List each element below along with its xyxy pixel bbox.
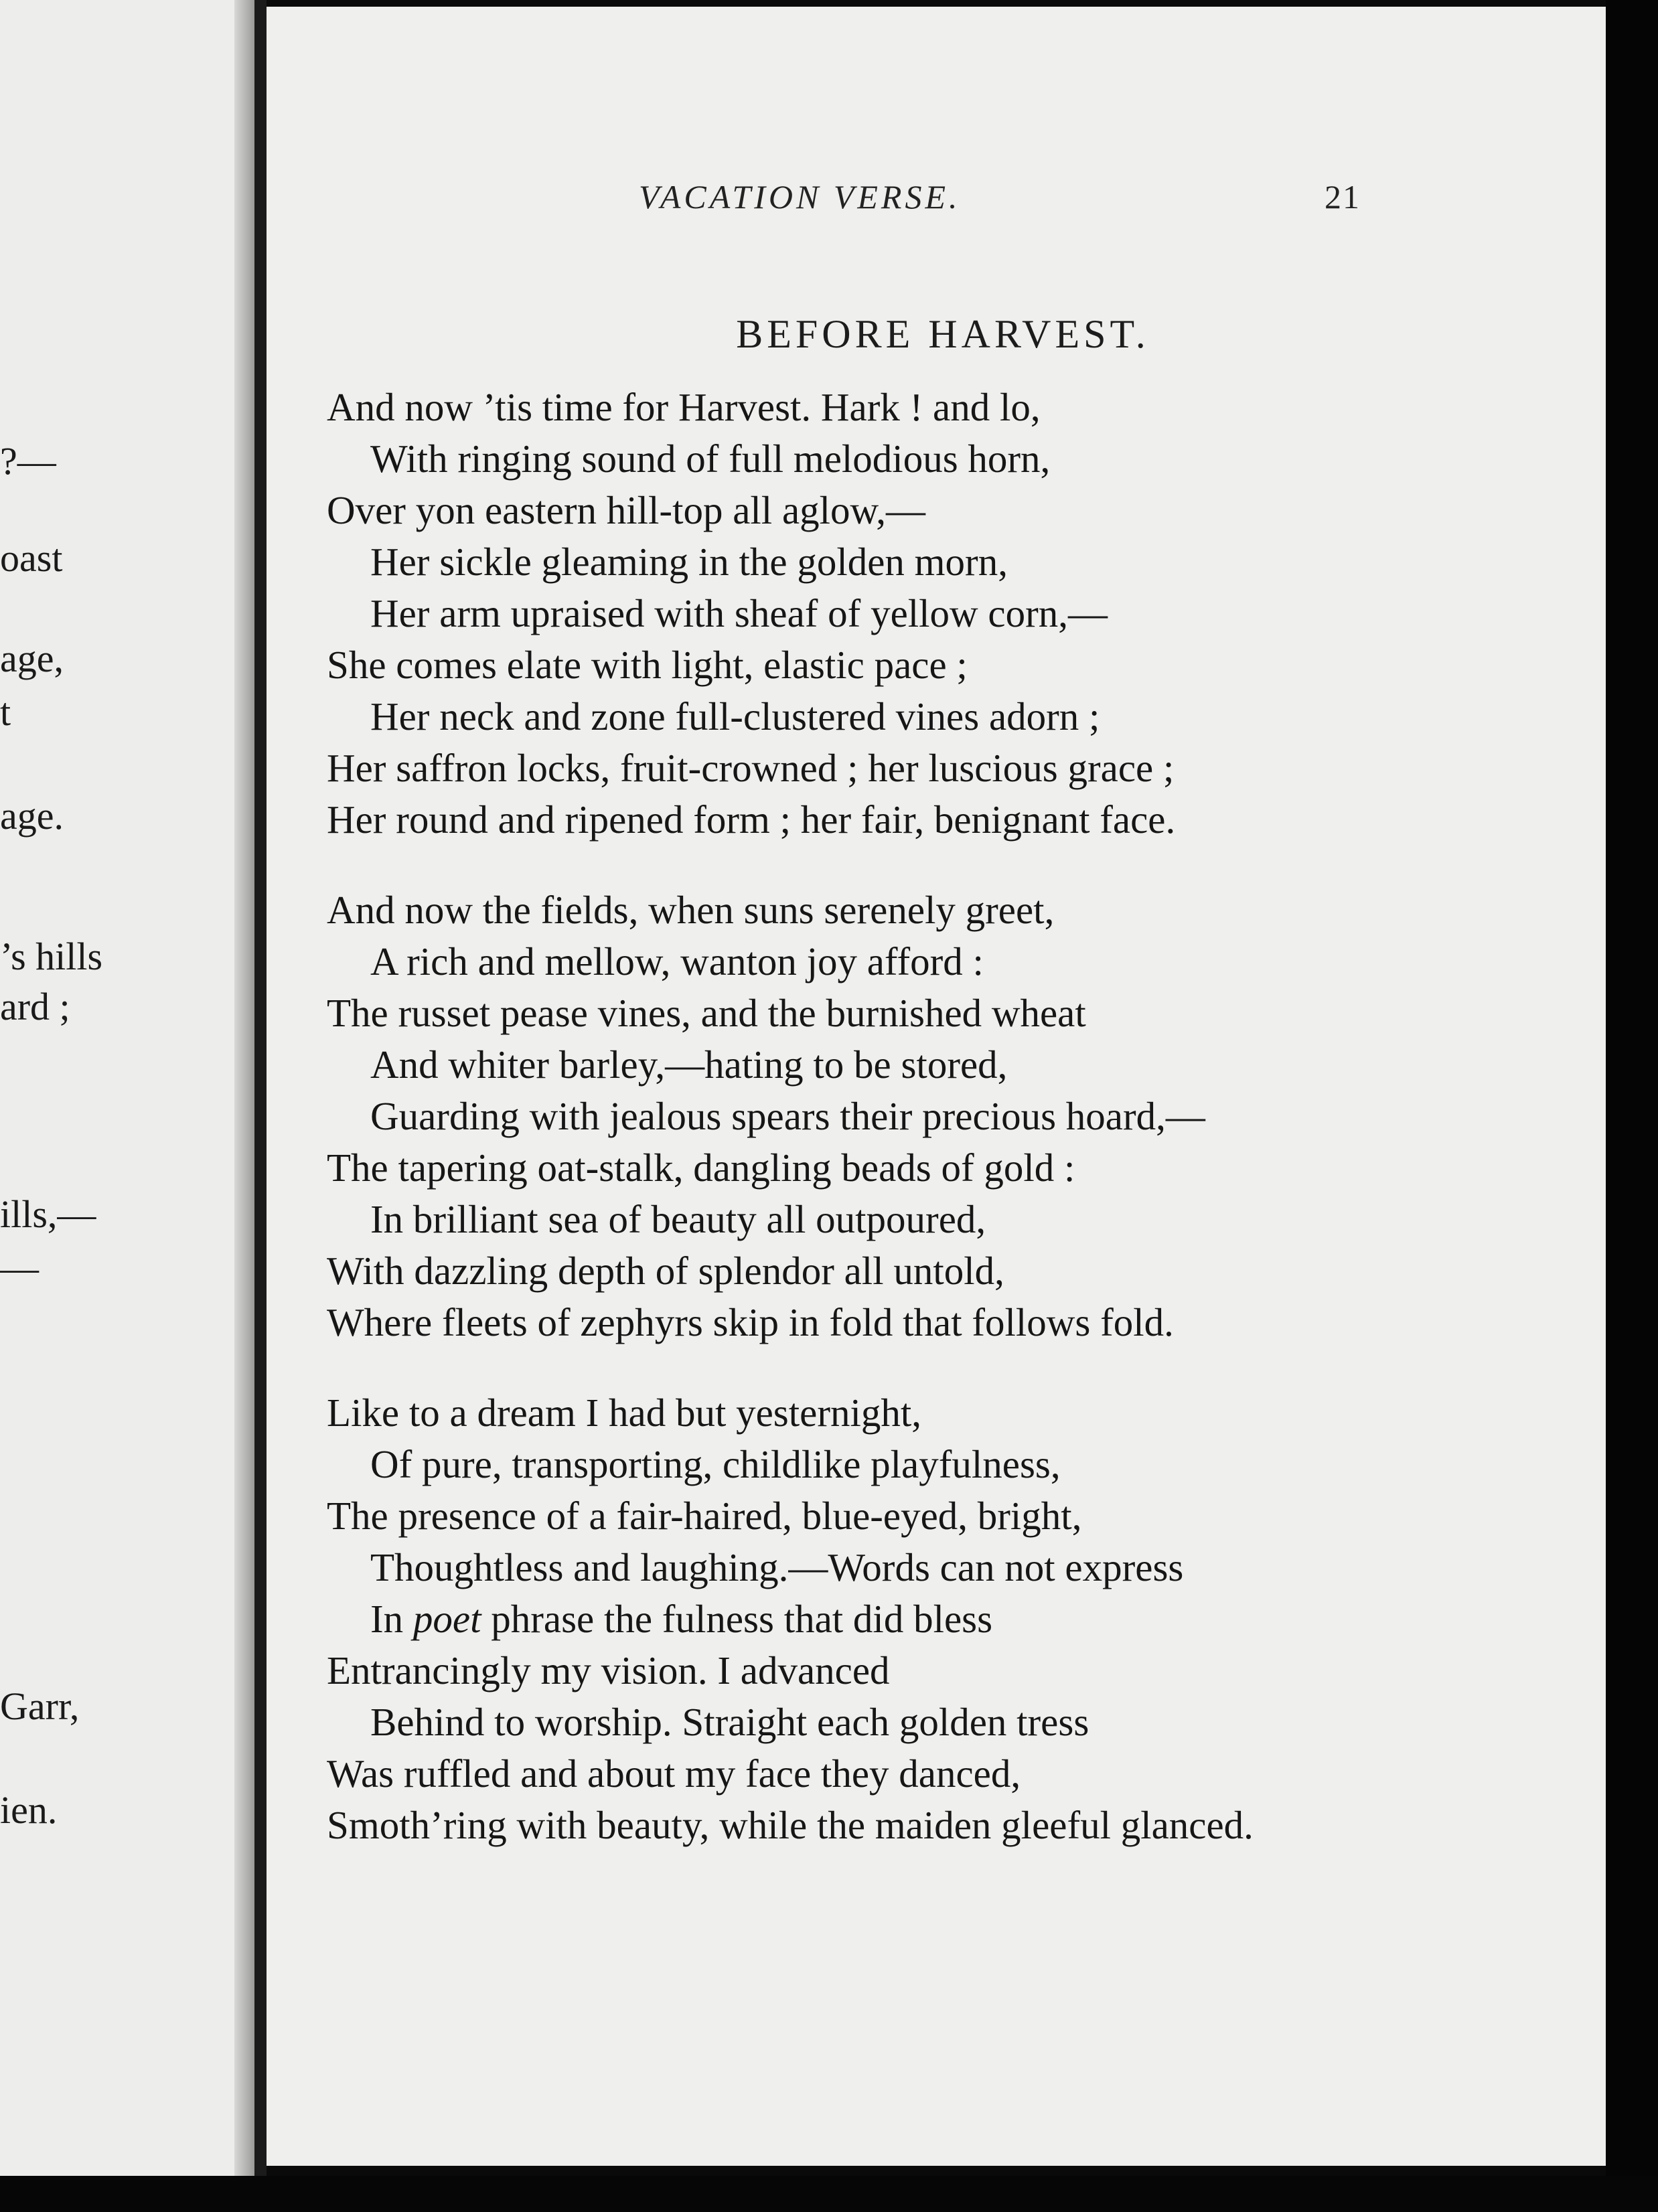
stanza-1: [327, 382, 1572, 846]
poem-line: Like to a dream I had but yesternight,: [327, 1391, 921, 1435]
poem-line: She comes elate with light, elastic pace ;: [327, 643, 968, 687]
book-gutter: [254, 0, 267, 2176]
right-page-shadow: [1606, 0, 1658, 2212]
poem-line: Where fleets of zephyrs skip in fold that follows fold.: [327, 1300, 1174, 1344]
stanza-3: [327, 1387, 1572, 1851]
poem-line: And whiter barley,—hating to be stored,: [370, 1042, 1008, 1087]
left-page-fragment: ien.: [0, 1788, 58, 1832]
poem-line: Her arm upraised with sheaf of yellow corn,—: [370, 591, 1108, 635]
poem-line: Her saffron locks, fruit-crowned ; her luscious grace ;: [327, 746, 1175, 790]
left-page-fragment: age.: [0, 794, 64, 838]
poem-line: The tapering oat-stalk, dangling beads of gold :: [327, 1146, 1075, 1190]
right-page: [267, 7, 1611, 2166]
poem-line: Of pure, transporting, childlike playfulness,: [370, 1442, 1061, 1486]
running-head-title: VACATION VERSE.: [639, 178, 961, 216]
left-page-fragment: —: [0, 1246, 39, 1289]
left-page-fragment: ard ;: [0, 985, 70, 1028]
left-page-fragment: ?—: [0, 439, 56, 483]
poem-line: Her round and ripened form ; her fair, benignant face.: [327, 797, 1176, 842]
poem-line: The presence of a fair-haired, blue-eyed, bright,: [327, 1494, 1082, 1538]
poem-line: Over yon eastern hill-top all aglow,—: [327, 488, 926, 532]
poem-line: Her sickle gleaming in the golden morn,: [370, 540, 1008, 584]
poem-line: The russet pease vines, and the burnished wheat: [327, 991, 1086, 1035]
poem-line: With dazzling depth of splendor all untold,: [327, 1249, 1004, 1293]
poem-line: In brilliant sea of beauty all outpoured,: [370, 1197, 986, 1241]
poem-line: In poet phrase the fulness that did bless: [370, 1597, 993, 1641]
left-page-edge: [234, 0, 254, 2176]
poem-line: Smoth’ring with beauty, while the maiden gleeful glanced.: [327, 1803, 1254, 1847]
left-page-fragment: age,: [0, 637, 64, 680]
left-page-fragment: t: [0, 690, 11, 734]
poem-line: Was ruffled and about my face they danced,: [327, 1751, 1021, 1796]
left-facing-page: [0, 0, 242, 2176]
poem-line: Guarding with jealous spears their precious hoard,—: [370, 1094, 1205, 1138]
stanza-2: [327, 884, 1572, 1348]
poem-line: And now ’tis time for Harvest. Hark ! and lo,: [327, 385, 1041, 429]
poem-line: Her neck and zone full-clustered vines adorn ;: [370, 694, 1100, 738]
left-page-fragment: ills,—: [0, 1192, 96, 1236]
poem-line: Behind to worship. Straight each golden tress: [370, 1700, 1089, 1744]
poem-line: With ringing sound of full melodious horn,: [370, 437, 1051, 481]
left-page-fragment: ’s hills: [0, 935, 103, 978]
poem-title: BEFORE HARVEST.: [736, 312, 1150, 356]
page-number: 21: [1325, 178, 1361, 216]
poem-line: Thoughtless and laughing.—Words can not express: [370, 1545, 1184, 1589]
poem-line: And now the fields, when suns serenely greet,: [327, 888, 1055, 932]
bottom-edge: [0, 2176, 1658, 2212]
poem-line: A rich and mellow, wanton joy afford :: [370, 939, 984, 983]
left-page-fragment: Garr,: [0, 1684, 80, 1728]
poem-body: [327, 382, 1572, 1890]
left-page-fragment: oast: [0, 536, 63, 580]
poem-line: Entrancingly my vision. I advanced: [327, 1648, 890, 1692]
